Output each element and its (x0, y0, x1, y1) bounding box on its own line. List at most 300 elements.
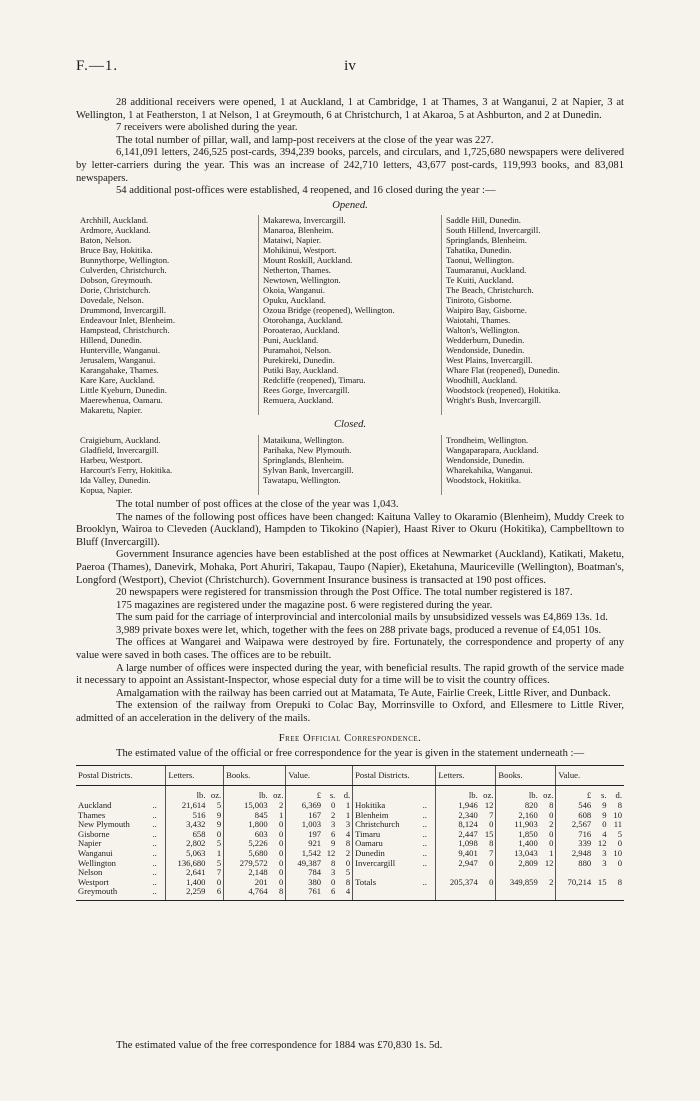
unit-label: lb. (224, 786, 270, 801)
table-cell: 11 (613, 819, 622, 830)
paragraph: 28 additional receivers were opened, 1 at Auckland, 1 at Cambridge, 1 at Thames, 3 at Wanganui, 2 at Napier, 3 at Wellington, 1 at Featherston, 1 at Nelson, 1 at Greymouth, 6 at Christchurch, 1 at Akaroa, 5 at Ashburton, and 2 at Dunedin. (76, 97, 624, 121)
office-entry: Manaroa, Blenheim. (263, 225, 334, 236)
paragraph: The names of the following post offices have been changed: Kaituna Valley to Okaramio (Blenheim), Muddy Creek to Brooklyn, Wairoa to Cleveden (Auckland), Hampden to Tikokino (Napier), Haast River to Okuru (Hokitika), Campbelltown to Bluff (Invercargill). (76, 511, 624, 548)
table-cell: 1,542 (286, 849, 323, 859)
office-entry: Makarewa, Invercargill. (263, 215, 346, 226)
table-cell: .. (151, 887, 166, 900)
unit-label: oz. (543, 790, 554, 801)
table-row (76, 839, 624, 849)
office-entry: Dorie, Christchurch. (80, 285, 151, 296)
table-cell: 339 (556, 839, 593, 849)
paragraph: 54 additional post-offices were established, 4 reopened, and 16 closed during the year :— (116, 185, 496, 197)
table-cell: 1,400 (496, 839, 540, 849)
table-cell: 1 (345, 809, 351, 820)
table-cell: 3 (331, 819, 336, 830)
table-cell: 9 (602, 809, 607, 820)
table-cell: 0 (279, 847, 284, 858)
table-cell (421, 887, 436, 900)
office-entry: Hunterville, Wanganui. (80, 345, 161, 356)
table-cell: 9 (216, 819, 222, 830)
table-cell: 8,124 (436, 820, 480, 830)
table-cell: Thames (78, 809, 106, 820)
table-cell: 658 (166, 830, 208, 840)
table-cell: 2,160 (496, 811, 540, 821)
table-cell: 0 (617, 857, 622, 868)
table-cell: .. (422, 809, 427, 820)
unit-label: lb. (496, 786, 540, 801)
table-cell: 0 (331, 876, 336, 887)
table-cell: .. (152, 847, 157, 858)
office-entry: Puni, Auckland. (263, 335, 319, 346)
office-entry: Redcliffe (reopened), Timaru. (263, 375, 366, 386)
column-header: Books. (496, 765, 556, 786)
office-entry: Opuku, Auckland. (263, 295, 326, 306)
table-cell: 546 (556, 801, 593, 811)
column-header: Postal Districts. (353, 765, 436, 786)
table-cell: 0 (331, 800, 336, 810)
table-cell: 0 (549, 809, 554, 820)
office-entry: Dovedale, Nelson. (80, 295, 144, 306)
table-cell: .. (152, 800, 157, 810)
report-code: F.—1. (76, 58, 119, 74)
table-cell: .. (152, 838, 157, 849)
paragraph: The extension of the railway from Orepuki to Colac Bay, Morrinsville to Oxford, and Ellesmere to Little River, admitted of an acceleration in the delivery of the mails. (76, 700, 624, 725)
table-cell: 70,214 (556, 878, 593, 888)
table-cell: 6 (207, 887, 223, 900)
office-entry: Tawatapu, Wellington. (263, 474, 341, 485)
table-cell: 921 (286, 839, 323, 849)
table-cell: 12 (484, 800, 494, 810)
table-cell: 5 (617, 828, 622, 839)
office-entry: Rees Gorge, Invercargill. (263, 385, 350, 396)
office-entry: Whare Flat (reopened), Dunedin. (446, 365, 560, 376)
paragraph: The total number of pillar, wall, and lamp-post receivers at the close of the year was 227. (116, 134, 494, 146)
table-cell: .. (422, 828, 427, 839)
table-cell: 2 (345, 847, 351, 858)
table-cell: 3 (602, 857, 607, 868)
table-cell: 0 (279, 838, 284, 849)
table-cell: 3 (602, 847, 607, 858)
office-entry: Sylvan Bank, Invercargill. (263, 464, 354, 475)
table-cell: 1,850 (496, 830, 540, 840)
office-column (258, 435, 441, 495)
free-correspondence-heading: Free Official Correspondence. (278, 732, 422, 744)
table-cell: 1,098 (436, 839, 480, 849)
table-cell: 716 (556, 830, 593, 840)
office-entry: Archhill, Auckland. (80, 215, 149, 226)
table-cell: 608 (556, 811, 593, 821)
final-line: The estimated value of the free correspondence for 1884 was £70,830 1s. 5d. (116, 1040, 443, 1051)
table-cell: .. (422, 876, 427, 887)
units-spacer (151, 786, 166, 801)
table-cell: 1 (216, 847, 222, 858)
table-cell: 136,680 (166, 859, 208, 869)
table-cell (556, 887, 593, 900)
office-entry: Culverden, Christchurch. (80, 265, 167, 276)
paragraph: 7 receivers were abolished during the year. (116, 122, 298, 134)
table-cell: 15,003 (224, 801, 270, 811)
office-entry: Karangahake, Thames. (80, 365, 159, 376)
office-entry: South Hillend, Invercargill. (446, 225, 541, 236)
table-cell: .. (422, 819, 427, 830)
table-cell: .. (152, 819, 157, 830)
table-cell: 1,400 (166, 878, 208, 888)
office-entry: Putiki Bay, Auckland. (263, 365, 339, 376)
table-cell: 5,063 (166, 849, 208, 859)
office-entry: Mataiwi, Napier. (263, 235, 321, 246)
closed-offices-list (76, 435, 624, 495)
office-entry: Hillend, Dunedin. (80, 335, 142, 346)
office-entry: Ardmore, Auckland. (80, 225, 151, 236)
opened-heading: Opened. (332, 199, 368, 211)
units-row (76, 786, 624, 801)
office-entry: The Beach, Christchurch. (446, 285, 534, 296)
table-row (76, 868, 624, 878)
column-header: Value. (556, 765, 624, 786)
office-entry: Parihaka, New Plymouth. (263, 444, 352, 455)
table-cell: 516 (166, 811, 208, 821)
table-cell: 1 (345, 800, 351, 810)
table-cell: 4 (602, 828, 607, 839)
table-cell: 11,903 (496, 820, 540, 830)
office-entry: Dobson, Greymouth. (80, 275, 153, 286)
table-cell: 1,003 (286, 820, 323, 830)
table-cell: 8 (345, 876, 351, 887)
free-correspondence-intro: The estimated value of the official or free correspondence for the year is given in the statement underneath :— (116, 748, 585, 760)
office-entry: Kopua, Napier. (80, 484, 133, 495)
unit-label: £ (286, 786, 323, 801)
table-cell: 3 (331, 867, 336, 878)
table-cell: 880 (556, 859, 593, 869)
paragraph: The total number of post offices at the close of the year was 1,043. (116, 498, 399, 510)
table-cell: 8 (270, 887, 286, 900)
table-cell: 12 (326, 847, 336, 858)
table-cell: 279,572 (224, 859, 270, 869)
table-cell: Oamaru (353, 839, 421, 849)
table-cell (496, 887, 540, 900)
office-entry: Drummond, Invercargill. (80, 305, 166, 316)
table-cell: 4 (337, 887, 352, 900)
paragraph: Amalgamation with the railway has been carried out at Matamata, Te Aute, Fairlie Creek, Little River, and Dunback. (116, 687, 611, 699)
table-cell: 1,946 (436, 801, 480, 811)
paragraph: 3,989 private boxes were let, which, together with the fees on 288 private bags, produced a revenue of £4,051 10s. (116, 624, 602, 636)
table-cell: .. (422, 847, 427, 858)
office-entry: Te Kuiti, Auckland. (446, 275, 514, 286)
unit-label: s. (601, 790, 607, 801)
units-spacer (353, 786, 421, 801)
table-cell: New Plymouth (78, 819, 130, 830)
table-cell: 10 (613, 847, 622, 858)
table-cell: Christchurch (353, 820, 421, 830)
closed-heading: Closed. (333, 419, 367, 431)
table-cell: Wellington (78, 857, 116, 868)
table-cell: 0 (617, 838, 622, 849)
table-cell: 0 (279, 876, 284, 887)
table-cell: 205,374 (436, 878, 480, 888)
office-entry: Baton, Nelson. (80, 235, 132, 246)
paragraph: Government Insurance agencies have been established at the post offices at Newmarket (Auckland), Katikati, Maketu, Paeroa (Thames), Danevirk, Mohaka, Port Ahuriri, Takapau, Taupo (Napier), Eketahuna, Mauriceville (Wellington), Boatman's, Longford (Westport), Cheviot (Christchurch). Government Insurance business is transacted at 190 post offices. (76, 549, 624, 586)
office-entry: Harcourt's Ferry, Hokitika. (80, 464, 173, 475)
table-cell: 3,432 (166, 820, 208, 830)
table-cell: 0 (345, 857, 351, 868)
office-entry: Trondheim, Wellington. (446, 434, 529, 445)
paragraph-group-b (76, 499, 624, 726)
paragraph: 20 newspapers were registered for transmission through the Post Office. The total number registered is 187. (116, 587, 573, 599)
office-entry: Makaretu, Napier. (80, 405, 143, 416)
table-cell (480, 887, 496, 900)
office-entry: Woodstock (reopened), Hokitika. (446, 385, 561, 396)
paragraph: A large number of offices were inspected during the year, with beneficial results. The rapid growth of the service made it necessary to appoint an Assistant-Inspector, whose especial duty for a time will be to visit the country offices. (76, 662, 624, 687)
table-cell: 0 (216, 876, 222, 887)
office-entry: Ida Valley, Dunedin. (80, 474, 151, 485)
office-entry: Bruce Bay, Hokitika. (80, 245, 153, 256)
report-body (76, 97, 624, 901)
table-row (76, 830, 624, 840)
office-entry: Wendonside, Dunedin. (446, 454, 525, 465)
table-cell: Westport (78, 876, 109, 887)
unit-label: lb. (436, 786, 480, 801)
table-cell: .. (152, 876, 157, 887)
table-cell: 4,764 (224, 887, 270, 900)
table-cell: 5 (216, 857, 222, 868)
table-cell: 1 (279, 809, 284, 820)
unit-label: lb. (166, 786, 208, 801)
unit-label: £ (556, 786, 593, 801)
table-cell: 9 (216, 809, 222, 820)
office-entry: Newtown, Wellington. (263, 275, 341, 286)
table-cell: 7 (489, 809, 494, 820)
table-cell: 845 (224, 811, 270, 821)
office-entry: Woodhill, Auckland. (446, 375, 518, 386)
table-cell: 4 (345, 828, 351, 839)
table-cell: Wanganui (78, 847, 113, 858)
office-entry: Mataikuna, Wellington. (263, 434, 345, 445)
office-column (258, 215, 441, 415)
table-cell (540, 887, 556, 900)
paragraph: 175 magazines are registered under the magazine post. 6 were registered during the year. (116, 599, 493, 611)
office-entry: Springlands, Blenheim. (263, 454, 344, 465)
office-entry: Wright's Bush, Invercargill. (446, 395, 542, 406)
table-cell: .. (152, 828, 157, 839)
office-entry: Springlands, Blenheim. (446, 235, 527, 246)
office-entry: Woodstock, Hokitika. (446, 474, 521, 485)
table-cell: 197 (286, 830, 323, 840)
table-cell: 9 (602, 800, 607, 810)
unit-label: oz. (483, 790, 494, 801)
office-entry: Remuera, Auckland. (263, 395, 334, 406)
table-cell: 8 (549, 800, 554, 810)
table-cell: 8 (489, 838, 494, 849)
free-correspondence-table (76, 765, 624, 901)
table-cell: 1 (549, 847, 554, 858)
paragraph: The offices at Wangarei and Waipawa were destroyed by fire. Fortunately, the correspondence and property of any value were saved in both cases. The offices are to be rebuilt. (76, 637, 624, 662)
table-cell: 0 (489, 857, 494, 868)
page-header (76, 58, 624, 80)
table-cell: 0 (279, 819, 284, 830)
table-cell: Napier (78, 838, 102, 849)
office-entry: Taonui, Wellington. (446, 255, 515, 266)
table-cell: Gisborne (78, 828, 110, 839)
office-entry: Saddle Hill, Dunedin. (446, 215, 521, 226)
table-cell: 2,259 (166, 887, 208, 900)
table-cell: Totals (353, 878, 421, 888)
table-row (76, 859, 624, 869)
office-entry: Bunnythorpe, Wellington. (80, 255, 170, 266)
table-cell: .. (152, 809, 157, 820)
table-cell: 8 (345, 838, 351, 849)
office-entry: Maerewhenua, Oamaru. (80, 395, 163, 406)
table-cell: 2,809 (496, 859, 540, 869)
office-entry: Harbeu, Westport. (80, 454, 143, 465)
table-cell: 2,340 (436, 811, 480, 821)
table-cell: 5 (216, 838, 222, 849)
office-column (76, 215, 258, 415)
office-entry: Netherton, Thames. (263, 265, 331, 276)
table-cell: 167 (286, 811, 323, 821)
office-entry: Endeavour Inlet, Blenheim. (80, 315, 175, 326)
office-column (441, 215, 624, 415)
table-cell: 15 (597, 876, 607, 887)
table-cell: 8 (617, 876, 622, 887)
table-cell (480, 868, 496, 878)
office-entry: Tiniroto, Gisborne. (446, 295, 512, 306)
table-cell: 349,859 (496, 878, 540, 888)
office-entry: Wedderburn, Dunedin. (446, 335, 525, 346)
table-cell: .. (152, 857, 157, 868)
office-entry: Kare Kare, Auckland. (80, 375, 155, 386)
paragraph-group-a (76, 97, 624, 198)
table-cell (436, 887, 480, 900)
table-cell: 2 (549, 876, 554, 887)
units-spacer (76, 786, 151, 801)
column-header: Letters. (436, 765, 496, 786)
table-cell: 7 (489, 847, 494, 858)
opened-offices-list (76, 215, 624, 415)
office-entry: Wharekahika, Wanganui. (446, 464, 533, 475)
unit-label: oz. (210, 790, 222, 801)
office-entry: Taumaranui, Auckland. (446, 265, 527, 276)
table-cell: 6 (323, 887, 337, 900)
table-cell: 13,043 (496, 849, 540, 859)
table-cell: 0 (216, 828, 222, 839)
table-cell: Timaru (353, 830, 421, 840)
units-spacer (421, 786, 436, 801)
table-cell: 2,567 (556, 820, 593, 830)
table-cell: 2,447 (436, 830, 480, 840)
table-cell: 9,401 (436, 849, 480, 859)
table-cell: 0 (549, 828, 554, 839)
table-cell: 15 (484, 828, 494, 839)
office-entry: Puramahoi, Nelson. (263, 345, 332, 356)
table-cell: 0 (279, 857, 284, 868)
page-number: iv (344, 58, 356, 74)
table-cell: 5,680 (224, 849, 270, 859)
office-entry: Tahatika, Dunedin. (446, 245, 512, 256)
office-entry: Mohikinui, Westport. (263, 245, 337, 256)
table-cell: 0 (279, 828, 284, 839)
office-entry: West Plains, Invercargill. (446, 355, 533, 366)
table-cell: 820 (496, 801, 540, 811)
office-entry: Purekireki, Dunedin. (263, 355, 335, 366)
table-cell: 49,387 (286, 859, 323, 869)
office-entry: Little Kyeburn, Dunedin. (80, 385, 167, 396)
table-cell (593, 887, 608, 900)
table-cell: .. (422, 857, 427, 868)
office-entry: Otorohanga, Auckland. (263, 315, 343, 326)
column-header: Letters. (166, 765, 224, 786)
table-cell: 8 (331, 857, 336, 868)
table-row (76, 820, 624, 830)
office-entry: Jerusalem, Wanganui. (80, 355, 156, 366)
office-entry: Hampstead, Christchurch. (80, 325, 170, 336)
table-row (76, 878, 624, 888)
table-cell: .. (422, 800, 427, 810)
office-entry: Wendonside, Dunedin. (446, 345, 525, 356)
office-entry: Gladfield, Invercargill. (80, 444, 159, 455)
table-row (76, 849, 624, 859)
unit-label: d. (615, 790, 622, 801)
table-cell: 8 (617, 800, 622, 810)
table-cell: 5,226 (224, 839, 270, 849)
table-cell: 2 (279, 800, 284, 810)
office-entry: Waipiro Bay, Gisborne. (446, 305, 527, 316)
table-cell: 2,948 (556, 849, 593, 859)
table-cell (609, 887, 625, 900)
table-cell: 9 (331, 838, 336, 849)
table-cell: 2 (549, 819, 554, 830)
column-header: Postal Districts. (76, 765, 166, 786)
table-cell: 0 (279, 867, 284, 878)
table-row (76, 887, 624, 900)
table-cell: 2,802 (166, 839, 208, 849)
table-cell: Auckland (78, 800, 112, 810)
table-body (76, 786, 624, 901)
table-cell (540, 868, 556, 878)
table-cell: 603 (224, 830, 270, 840)
office-entry: Okoia, Wanganui. (263, 285, 325, 296)
table-row (76, 801, 624, 811)
office-entry: Craigieburn, Auckland. (80, 434, 161, 445)
table-cell: 5 (345, 867, 351, 878)
table-cell: 6,369 (286, 801, 323, 811)
office-column (441, 435, 624, 495)
office-entry: Ozoua Bridge (reopened), Wellington. (263, 305, 395, 316)
table-cell: 201 (224, 878, 270, 888)
table-cell: 784 (286, 868, 323, 878)
table-cell: 0 (489, 876, 494, 887)
table-cell: 10 (613, 809, 622, 820)
table-cell: 380 (286, 878, 323, 888)
table-cell: 0 (489, 819, 494, 830)
table-cell: Dunedin (353, 849, 421, 859)
table-row (76, 811, 624, 821)
table-cell: 6 (331, 828, 336, 839)
table-cell: 7 (216, 867, 222, 878)
table-cell: 761 (286, 887, 323, 900)
paragraph: The sum paid for the carriage of interprovincial and intercolonial mails by unsubsidized vessels was £4,869 13s. 1d. (116, 612, 608, 624)
table-cell: 21,614 (166, 801, 208, 811)
table-cell: .. (422, 838, 427, 849)
table-cell: 1,800 (224, 820, 270, 830)
unit-label: d. (343, 790, 351, 801)
office-entry: Poroaterao, Auckland. (263, 325, 340, 336)
paragraph: 6,141,091 letters, 246,525 post-cards, 394,239 books, parcels, and circulars, and 1,725,680 newspapers were delivered by letter-carriers during the year. This was an increase of 242,710 letters, 43,677 post-cards, 119,993 books, and 83,081 newspapers. (76, 147, 624, 184)
table-header-row (76, 765, 624, 786)
table-cell: 12 (597, 838, 607, 849)
office-entry: Waiotahi, Thames. (446, 315, 511, 326)
office-entry: Walton's, Wellington. (446, 325, 520, 336)
table-cell (353, 887, 421, 900)
